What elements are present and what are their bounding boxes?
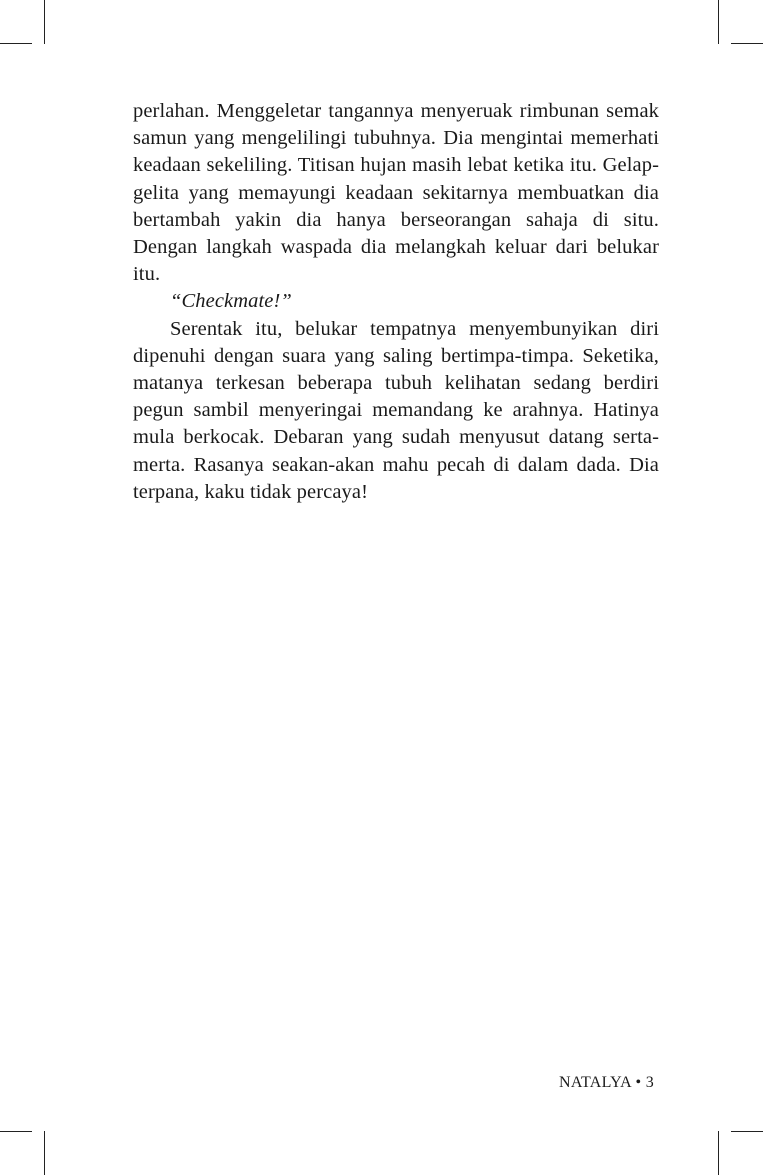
paragraph-continuation: perlahan. Menggeletar tangannya menyeruak rimbunan semak samun yang mengelilingi tubuhnya. Dia mengintai memerhati keadaan sekeliling. Titisan hujan masih lebat ketika itu. Gelap-gelita yang memayungi keadaan sekitarnya membuatkan dia bertambah yakin dia hanya berseorangan sahaja di situ. Dengan langkah waspada dia melangkah keluar dari belukar itu. xyxy=(133,100,659,286)
paragraph-indented: Serentak itu, belukar tempatnya menyembunyikan diri dipenuhi dengan suara yang saling bertimpa-timpa. Seketika, matanya terkesan beberapa tubuh kelihatan sedang berdiri pegun sambil menyeringai memandang ke arahnya. Hatinya mula berkocak. Debaran yang sudah menyusut datang serta-merta. Rasanya seakan-akan mahu pecah di dalam dada. Dia terpana, kaku tidak percaya! xyxy=(133,317,659,503)
crop-mark-bottom-left-vertical xyxy=(44,1131,45,1175)
crop-mark-top-right-vertical xyxy=(718,0,719,44)
crop-mark-top-right-horizontal xyxy=(731,43,763,44)
page-number: 3 xyxy=(645,1074,654,1091)
paragraph-dialogue: “Checkmate!” xyxy=(170,290,292,313)
footer-separator: • xyxy=(635,1074,642,1091)
crop-mark-bottom-right-horizontal xyxy=(731,1131,763,1132)
running-head: NATALYA xyxy=(559,1074,632,1091)
crop-mark-top-left-horizontal xyxy=(0,43,32,44)
page-footer xyxy=(559,1074,654,1092)
crop-mark-bottom-right-vertical xyxy=(718,1131,719,1175)
body-text xyxy=(133,98,659,506)
crop-mark-bottom-left-horizontal xyxy=(0,1131,32,1132)
crop-mark-top-left-vertical xyxy=(44,0,45,44)
